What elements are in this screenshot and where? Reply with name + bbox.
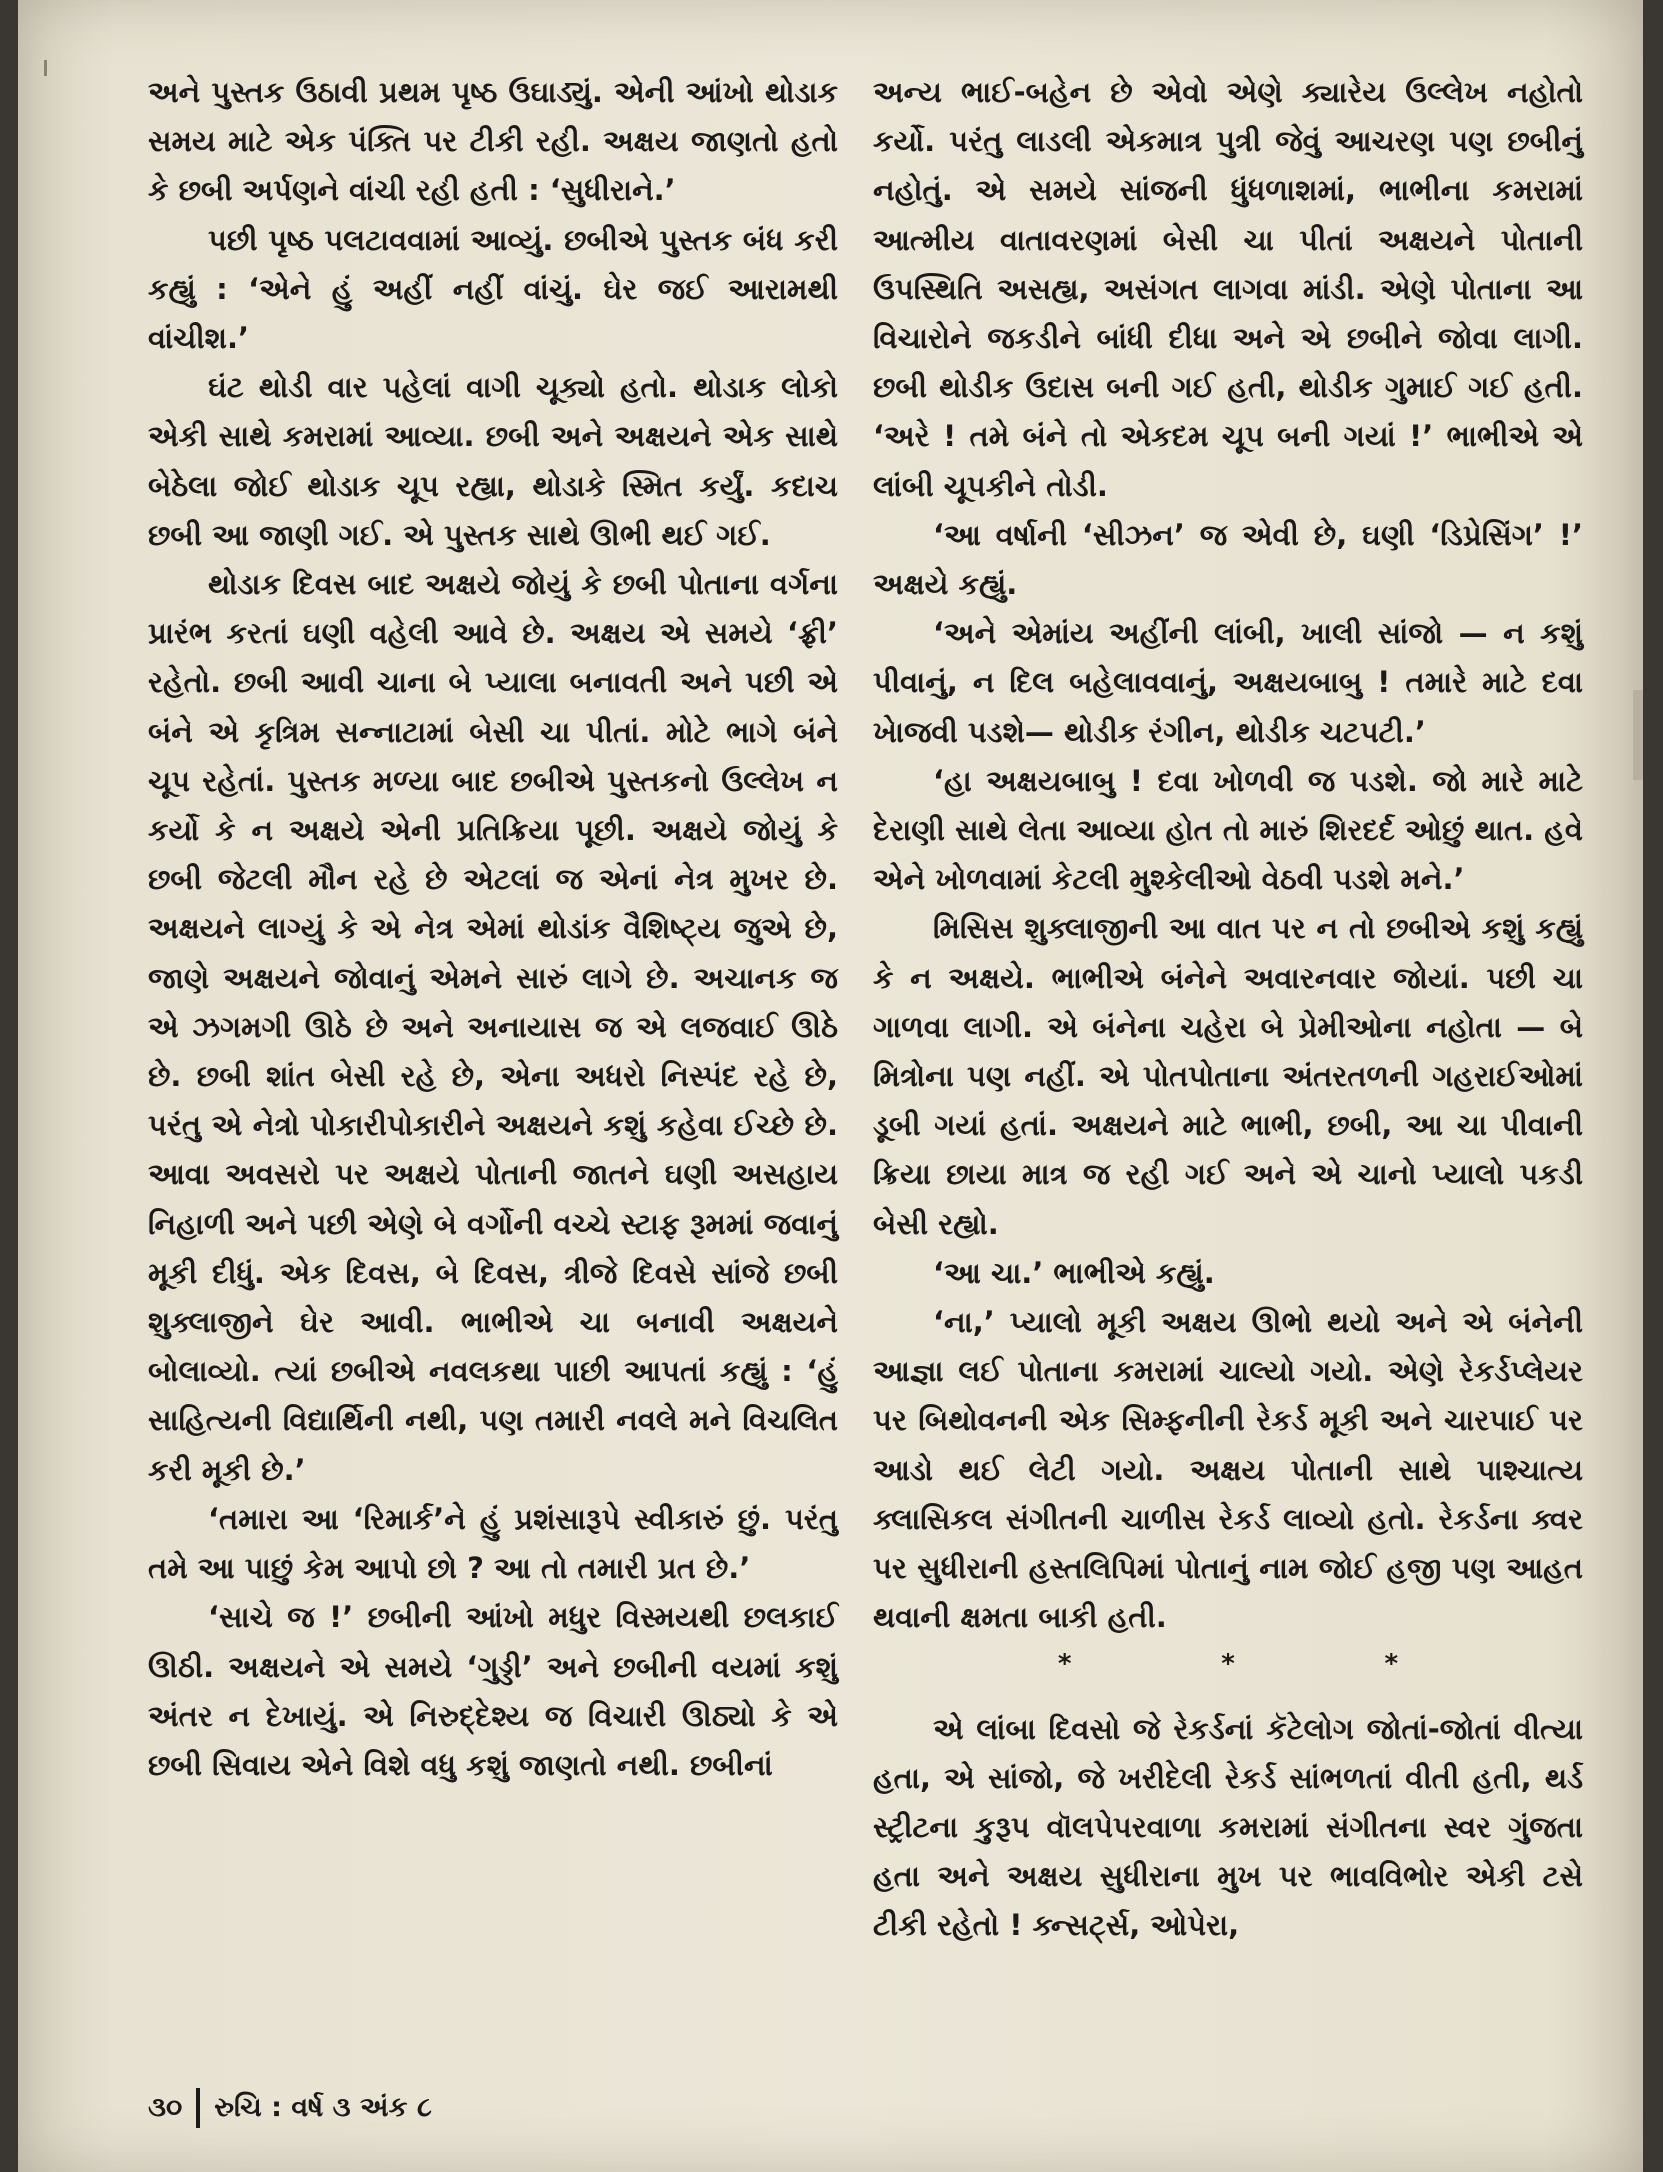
page-number: ૩૦ [148,2092,183,2123]
left-column [148,68,849,1790]
section-separator [873,1649,1583,1679]
right-column [873,68,1594,1951]
paragraph: અન્ય ભાઈ-બહેન છે એવો એણે ક્યારેય ઉલ્લેખ નહોતો કર્યો. પરંતુ લાડલી એકમાત્ર પુત્રી જેવું આચરણ પણ છબીનું નહોતું. એ સમયે સાંજની ધુંધળાશમાં, ભાભીના કમરામાં આત્મીય વાતાવરણમાં બેસી ચા પીતાં અક્ષયને પોતાની ઉપસ્થિતિ અસહ્ય, અસંગત લાગવા માંડી. એણે પોતાના આ વિચારોને જકડીને બાંધી દીધા અને એ છબીને જોવા લાગી. છબી થોડીક ઉદાસ બની ગઈ હતી, થોડીક ગુમાઈ ગઈ હતી. ‘અરે ! તમે બંને તો એકદમ ચૂપ બની ગયાં !’ ભાભીએ એ લાંબી ચૂપકીને તોડી. [873,75,1594,503]
paragraph: ‘આ ચા.’ ભાભીએ કહ્યું. [933,1255,1215,1290]
paragraph: પછી પૃષ્ઠ પલટાવવામાં આવ્યું. છબીએ પુસ્તક બંધ કરી કહ્યું : ‘એને હું અહીં નહીં વાંચું. ઘેર જઈ આરામથી વાંચીશ.’ [148,222,849,356]
paragraph: થોડાક દિવસ બાદ અક્ષયે જોયું કે છબી પોતાના વર્ગના પ્રારંભ કરતાં ઘણી વહેલી આવે છે. અક્ષય એ સમયે ‘ફ્રી’ રહેતો. છબી આવી ચાના બે પ્યાલા બનાવતી અને પછી એ બંને એ કૃત્રિમ સન્નાટામાં બેસી ચા પીતાં. મોટે ભાગે બંને ચૂપ રહેતાં. પુસ્તક મળ્યા બાદ છબીએ પુસ્તકનો ઉલ્લેખ ન કર્યો કે ન અક્ષયે એની પ્રતિક્રિયા પૂછી. અક્ષયે જોયું કે છબી જેટલી મૌન રહે છે એટલાં જ એનાં નેત્ર મુખર છે. અક્ષયને લાગ્યું કે એ નેત્ર એમાં થોડાંક વૈશિષ્ટ્ય જુએ છે, જાણે અક્ષયને જોવાનું એમને સારું લાગે છે. અચાનક જ એ ઝગમગી ઊઠે છે અને અનાયાસ જ એ લજવાઈ ઊઠે છે. છબી શાંત બેસી રહે છે, એના અધરો નિસ્પંદ રહે છે, પરંતુ એ નેત્રો પોકારીપોકારીને અક્ષયને કશું કહેવા ઈચ્છે છે. આવા અવસરો પર અક્ષયે પોતાની જાતને ઘણી અસહાય નિહાળી અને પછી એણે બે વર્ગોની વચ્ચે સ્ટાફ રૂમમાં જવાનું મૂકી દીધું. એક દિવસ, બે દિવસ, ત્રીજે દિવસે સાંજે છબી શુક્લાજીને ઘેર આવી. ભાભીએ ચા બનાવી અક્ષયને બોલાવ્યો. ત્યાં છબીએ નવલકથા પાછી આપતાં કહ્યું : ‘હું સાહિત્યની વિદ્યાર્થિની નથી, પણ તમારી નવલે મને વિચલિત કરી મૂકી છે.’ [148,567,849,1487]
paragraph: ‘અને એમાંય અહીંની લાંબી, ખાલી સાંજો — ન કશું પીવાનું, ન દિલ બહેલાવવાનું, અક્ષયબાબુ ! તમારે માટે દવા ખેાજવી પડશે— થોડીક રંગીન, થોડીક ચટપટી.’ [873,616,1594,749]
paragraph: ઘંટ થોડી વાર પહેલાં વાગી ચૂક્યો હતો. થોડાક લોકો એકી સાથે કમરામાં આવ્યા. છબી અને અક્ષયને એક સાથે બેઠેલા જોઈ થોડાક ચૂપ રહ્યા, થોડાકે સ્મિત કર્યું. કદાચ છબી આ જાણી ગઈ. એ પુસ્તક સાથે ઊભી થઈ ગઈ. [148,370,849,552]
magazine-page [18,0,1643,2172]
paragraph: ‘હા અક્ષયબાબુ ! દવા ખોળવી જ પડશે. જો મારે માટે દેરાણી સાથે લેતા આવ્યા હોત તો મારું શિરદર્દ ઓછું થાત. હવે એને ખોળવામાં કેટલી મુશ્કેલીઓ વેઠવી પડશે મને.’ [873,763,1594,897]
page-edge-tab [1633,690,1643,780]
paragraph: એ લાંબા દિવસો જે રેકર્ડનાં કૅટેલોગ જોતાં-જોતાં વીત્યા હતા, એ સાંજો, જે ખરીદેલી રેકર્ડ સાંભળતાં વીતી હતી, થર્ડ સ્ટ્રીટના કુરૂપ વૉલપેપરવાળા કમરામાં સંગીતના સ્વર ગુંજતા હતા અને અક્ષય સુધીરાના મુખ પર ભાવવિભોર એકી ટસે ટીકી રહેતો ! ક્ન્સર્ટ્સ, ઓપેરા, [873,1711,1594,1943]
paragraph: અને પુસ્તક ઉઠાવી પ્રથમ પૃષ્ઠ ઉઘાડ્યું. એની આંખો થોડાક સમય માટે એક પંક્તિ પર ટીકી રહી. અક્ષય જાણતો હતો કે છબી અર્પણને વાંચી રહી હતી : ‘સુધીરાને.’ [148,75,849,208]
separator-asterisk: * [1057,1648,1072,1679]
footer-divider [196,2088,200,2128]
paragraph: ‘તમારા આ ‘રિમાર્ક’ને હું પ્રશંસારૂપે સ્વીકારું છું. પરંતુ તમે આ પાછું કેમ આપો છો ? આ તો તમારી પ્રત છે.’ [148,1501,849,1586]
paragraph: ‘આ વર્ષાની ‘સીઝન’ જ એવી છે, ઘણી ‘ડિપ્રેસિંગ’ !’ અક્ષયે કહ્યું. [873,517,1594,602]
magazine-issue: રુચિ : વર્ષ ૩ અંક ૮ [214,2092,432,2123]
separator-asterisk: * [1221,1648,1235,1679]
paragraph: મિસિસ શુક્લાજીની આ વાત પર ન તો છબીએ કશું કહ્યું કે ન અક્ષયે. ભાભીએ બંનેને અવારનવાર જોયાં. પછી ચા ગાળવા લાગી. એ બંનેના ચહેરા બે પ્રેમીઓના નહોતા — બે મિત્રોના પણ નહીં. એ પોતપોતાના અંતરતળની ગહરાઈઓમાં ડૂબી ગયાં હતાં. અક્ષયને માટે ભાભી, છબી, આ ચા પીવાની ક્રિયા છાયા માત્ર જ રહી ગઈ અને એ ચાનો પ્યાલો પકડી બેસી રહ્યો. [873,911,1594,1241]
paragraph: ‘સાચે જ !’ છબીની આંખો મધુર વિસ્મયથી છલકાઈ ઊઠી. અક્ષયને એ સમયે ‘ગુડ્ડી’ અને છબીની વયમાં કશું અંતર ન દેખાયું. એ નિરુદ્દેશ્ય જ વિચારી ઊઠ્યો કે એ છબી સિવાય એને વિશે વધુ કશું જાણતો નથી. છબીનાં [148,1600,849,1782]
edge-mark [44,60,47,76]
separator-asterisk: * [1384,1648,1399,1679]
paragraph: ‘ના,’ પ્યાલો મૂકી અક્ષય ઊભો થયો અને એ બંનેની આજ્ઞા લઈ પોતાના કમરામાં ચાલ્યો ગયો. એણે રેકર્ડપ્લેયર પર બિથોવનની એક સિમ્ફનીની રેકર્ડ મૂકી અને ચારપાઈ પર આડો થઈ લેટી ગયો. અક્ષય પોતાની સાથે પાશ્ચાત્ય ક્લાસિકલ સંગીતની ચાળીસ રેકર્ડ લાવ્યો હતો. રેકર્ડના ક્વર પર સુધીરાની હસ્તલિપિમાં પોતાનું નામ જોઈ હજી પણ આહત થવાની ક્ષમતા બાકી હતી. [873,1305,1594,1635]
page-footer [148,2088,432,2128]
